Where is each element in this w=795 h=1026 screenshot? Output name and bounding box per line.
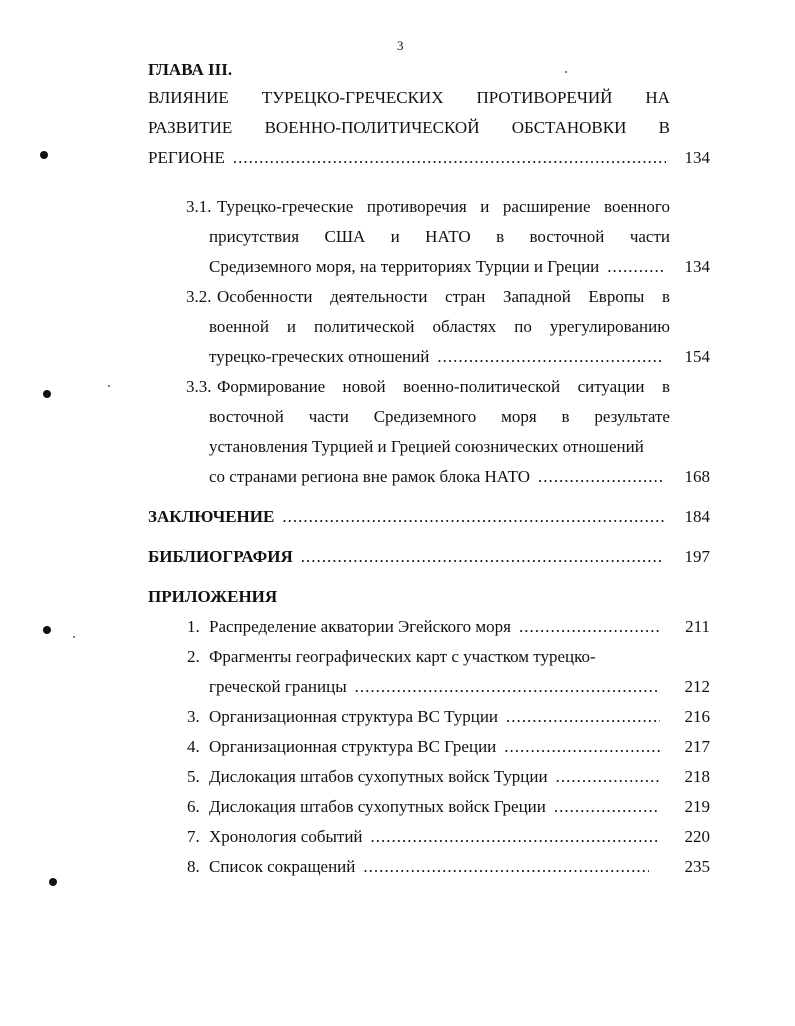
word: присутствия — [209, 227, 300, 246]
section-3-3-line-4[interactable] — [209, 467, 664, 487]
word: и — [390, 227, 400, 246]
word: НАТО — [425, 227, 471, 246]
punch-hole-mark — [43, 626, 51, 634]
title-word: НА — [645, 88, 670, 107]
word: Турецко-греческие — [217, 197, 354, 216]
leader-dots — [282, 507, 664, 527]
title-word: В — [658, 118, 670, 137]
scan-speck — [565, 71, 567, 73]
title-word: ОБСТАНОВКИ — [511, 118, 627, 137]
appendix-title: Распределение акватории Эгейского моря — [209, 617, 511, 636]
leader-dots — [504, 737, 660, 757]
word: ситуации — [577, 377, 645, 396]
appendix-number: 7. — [187, 827, 200, 846]
appendix-title: Хронология событий — [209, 827, 363, 846]
section-page: 168 — [684, 467, 710, 486]
appendix-title: Организационная структура ВС Греции — [209, 737, 497, 756]
leader-dots — [554, 797, 660, 817]
leader-dots — [519, 617, 660, 637]
word: политической — [313, 317, 415, 336]
section-3-3-line-3: установления Турцией и Грецией союзнических отношений — [209, 437, 644, 456]
word: результате — [594, 407, 670, 426]
section-title-end: со странами региона вне рамок блока НАТО — [209, 467, 531, 486]
word: части — [629, 227, 670, 246]
scan-speck — [108, 385, 110, 387]
word: Особенности — [217, 287, 313, 306]
appendix-item[interactable] — [209, 827, 660, 847]
section-3-1-line-1[interactable] — [217, 197, 670, 217]
title-word: РЕГИОНЕ — [148, 148, 225, 167]
section-title-end: Средиземного моря, на территориях Турции и Греции — [209, 257, 600, 276]
leader-dots — [355, 677, 660, 697]
conclusion-entry[interactable] — [148, 507, 664, 527]
appendix-page: 212 — [684, 677, 710, 696]
appendix-number: 2. — [187, 647, 200, 666]
word: и — [286, 317, 297, 336]
chapter-page: 134 — [684, 148, 710, 167]
leader-dots — [538, 467, 664, 487]
section-number: 3.1. — [186, 197, 212, 216]
appendix-page: 216 — [684, 707, 710, 726]
title-word: ТУРЕЦКО-ГРЕЧЕСКИХ — [261, 88, 444, 107]
appendix-number: 4. — [187, 737, 200, 756]
bibliography-page: 197 — [684, 547, 710, 566]
word: урегулированию — [549, 317, 670, 336]
word: Европы — [588, 287, 645, 306]
appendix-number: 1. — [187, 617, 200, 636]
word: Формирование — [217, 377, 326, 396]
appendix-item[interactable] — [209, 857, 649, 877]
appendix-item[interactable] — [209, 737, 660, 757]
scan-speck — [73, 636, 75, 638]
title-word: РАЗВИТИЕ — [148, 118, 233, 137]
page-number: 3 — [397, 38, 404, 53]
word: противоречия — [366, 197, 467, 216]
section-number: 3.3. — [186, 377, 212, 396]
appendix-item[interactable] — [209, 797, 660, 817]
word: военной — [209, 317, 269, 336]
appendix-page: 235 — [684, 857, 710, 876]
appendix-page: 217 — [684, 737, 710, 756]
section-3-2-line-2[interactable] — [209, 317, 670, 337]
appendix-number: 6. — [187, 797, 200, 816]
word: расширение — [502, 197, 591, 216]
punch-hole-mark — [43, 390, 51, 398]
word: военно-политической — [403, 377, 561, 396]
word: по — [514, 317, 532, 336]
punch-hole-mark — [49, 878, 57, 886]
word: Западной — [502, 287, 571, 306]
punch-hole-mark — [40, 151, 48, 159]
section-title-end: турецко-греческих отношений — [209, 347, 430, 366]
appendix-item[interactable] — [209, 767, 660, 787]
section-3-2-line-3[interactable] — [209, 347, 664, 367]
leader-dots — [363, 857, 649, 877]
word: восточной — [529, 227, 605, 246]
word: восточной — [209, 407, 284, 426]
section-3-3-line-1[interactable] — [217, 377, 670, 397]
word: в — [561, 407, 570, 426]
word: моря — [501, 407, 537, 426]
word: части — [308, 407, 349, 426]
conclusion-page: 184 — [684, 507, 710, 526]
appendix-title: Дислокация штабов сухопутных войск Турции — [209, 767, 548, 786]
word: Средиземного — [373, 407, 477, 426]
chapter-title-line-1[interactable] — [148, 88, 670, 108]
leader-dots — [506, 707, 660, 727]
leader-dots — [556, 767, 660, 787]
word: деятельности — [330, 287, 428, 306]
section-number: 3.2. — [186, 287, 212, 306]
section-3-1-line-3[interactable] — [209, 257, 664, 277]
appendices-label: ПРИЛОЖЕНИЯ — [148, 587, 278, 606]
appendix-page: 218 — [684, 767, 710, 786]
leader-dots — [371, 827, 660, 847]
conclusion-label: ЗАКЛЮЧЕНИЕ — [148, 507, 275, 526]
appendix-number: 3. — [187, 707, 200, 726]
appendix-number: 8. — [187, 857, 200, 876]
leader-dots — [233, 148, 666, 168]
word: военного — [604, 197, 670, 216]
appendix-title: Дислокация штабов сухопутных войск Греции — [209, 797, 546, 816]
section-3-3-line-2[interactable] — [209, 407, 670, 427]
word: США — [324, 227, 366, 246]
title-word: ПРОТИВОРЕЧИЙ — [476, 88, 613, 107]
word: в — [661, 377, 670, 396]
appendix-number: 5. — [187, 767, 200, 786]
appendix-page: 220 — [684, 827, 710, 846]
leader-dots — [301, 547, 664, 567]
title-word: ВЛИЯНИЕ — [148, 88, 229, 107]
appendix-page: 219 — [684, 797, 710, 816]
word: и — [480, 197, 490, 216]
appendix-page: 211 — [685, 617, 710, 636]
word: стран — [445, 287, 486, 306]
chapter-title-line-3[interactable] — [148, 148, 666, 168]
appendix-item[interactable] — [209, 707, 660, 727]
chapter-label: ГЛАВА III. — [148, 60, 233, 79]
word: новой — [342, 377, 386, 396]
word: областях — [432, 317, 497, 336]
section-page: 134 — [684, 257, 710, 276]
appendix-title: Список сокращений — [209, 857, 356, 876]
section-3-1-line-2[interactable] — [209, 227, 670, 247]
section-page: 154 — [684, 347, 710, 366]
bibliography-label: БИБЛИОГРАФИЯ — [148, 547, 293, 566]
leader-dots — [437, 347, 664, 367]
chapter-title-line-2[interactable] — [148, 118, 670, 138]
word: в — [496, 227, 505, 246]
appendix-title[interactable]: Фрагменты географических карт с участком турецко- — [209, 647, 596, 666]
title-word: ВОЕННО-ПОЛИТИЧЕСКОЙ — [264, 118, 480, 137]
word: в — [661, 287, 670, 306]
appendix-item[interactable] — [209, 617, 660, 637]
appendix-title: Организационная структура ВС Турции — [209, 707, 499, 726]
leader-dots — [607, 257, 664, 277]
bibliography-entry[interactable] — [148, 547, 664, 567]
appendix-item-continued[interactable] — [209, 677, 660, 697]
section-3-2-line-1[interactable] — [217, 287, 670, 307]
appendix-title-end: греческой границы — [209, 677, 347, 696]
